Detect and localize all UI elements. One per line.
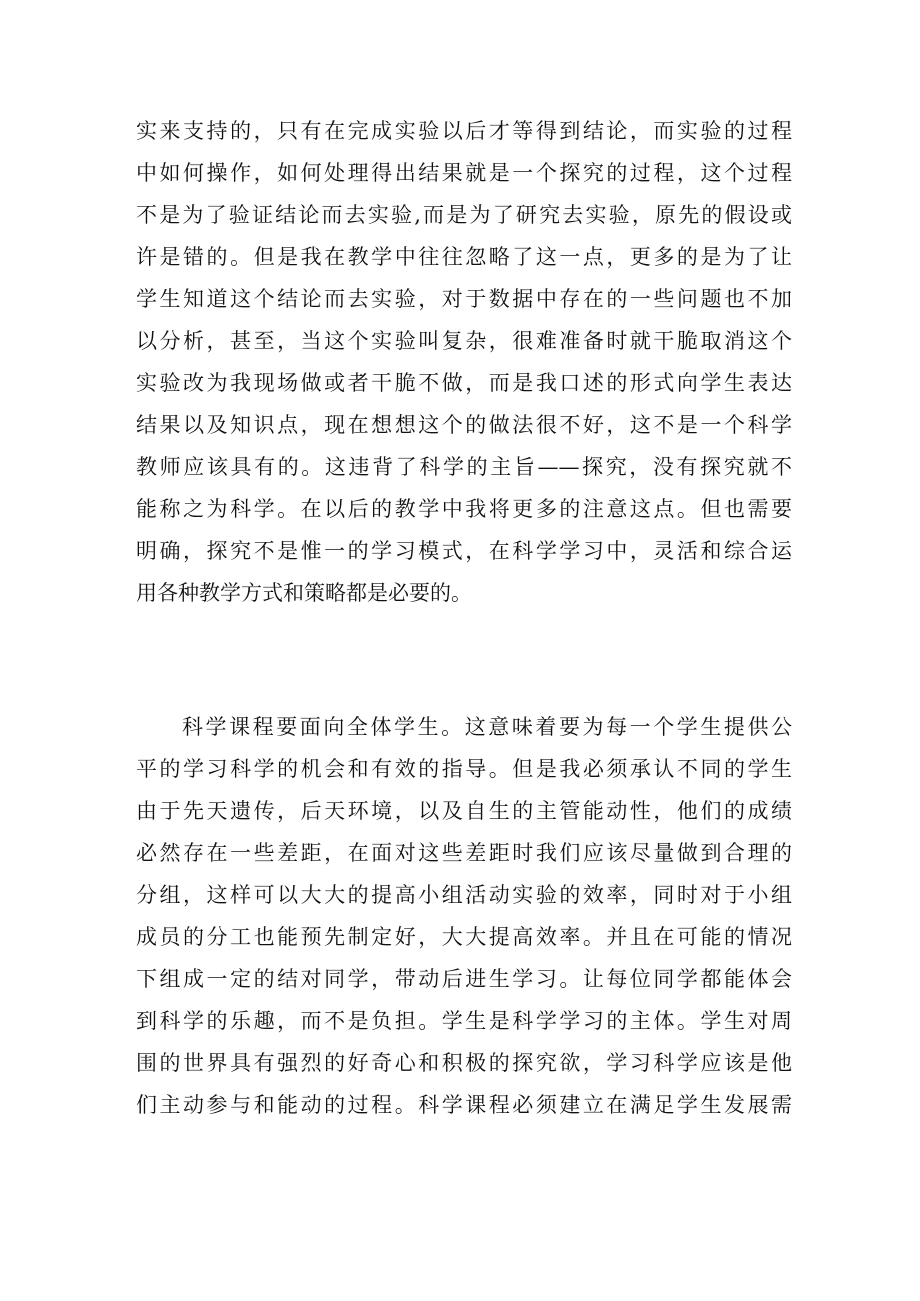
paragraph-line: 中如何操作，如何处理得出结果就是一个探究的过程，这个过程 (136, 161, 792, 185)
paragraph-line: 们主动参与和能动的过程。科学课程必须建立在满足学生发展需 (136, 1093, 792, 1117)
paragraph-line: 结果以及知识点，现在想想这个的做法很不好，这不是一个科学 (136, 413, 792, 437)
paragraph-line: 到科学的乐趣，而不是负担。学生是科学学习的主体。学生对周 (136, 1009, 792, 1033)
paragraph-line: 能称之为科学。在以后的教学中我将更多的注意这点。但也需要 (136, 497, 792, 521)
paragraph-line: 平的学习科学的机会和有效的指导。但是我必须承认不同的学生 (136, 757, 792, 781)
paragraph-line: 科学课程要面向全体学生。这意味着要为每一个学生提供公 (182, 715, 792, 739)
paragraph-line: 分组，这样可以大大的提高小组活动实验的效率，同时对于小组 (136, 883, 792, 907)
paragraph-line: 明确，探究不是惟一的学习模式，在科学学习中，灵活和综合运 (136, 539, 792, 563)
paragraph-line: 用各种教学方式和策略都是必要的。 (136, 581, 472, 605)
paragraph-line: 由于先天遗传，后天环境，以及自生的主管能动性，他们的成绩 (136, 799, 792, 823)
paragraph-line: 下组成一定的结对同学，带动后进生学习。让每位同学都能体会 (136, 967, 792, 991)
paragraph-line: 不是为了验证结论而去实验,而是为了研究去实验，原先的假设或 (136, 203, 792, 227)
paragraph-line: 许是错的。但是我在教学中往往忽略了这一点，更多的是为了让 (136, 245, 792, 269)
paragraph-line: 必然存在一些差距，在面对这些差距时我们应该尽量做到合理的 (136, 841, 792, 865)
paragraph-line: 实来支持的，只有在完成实验以后才等得到结论，而实验的过程 (136, 119, 792, 143)
paragraph-line: 以分析，甚至，当这个实验叫复杂，很难准备时就干脆取消这个 (136, 329, 792, 353)
paragraph-line: 成员的分工也能预先制定好，大大提高效率。并且在可能的情况 (136, 925, 792, 949)
paragraph-line: 实验改为我现场做或者干脆不做，而是我口述的形式向学生表达 (136, 371, 792, 395)
paragraph-line: 教师应该具有的。这违背了科学的主旨——探究，没有探究就不 (136, 455, 792, 479)
paragraph-2 (136, 706, 792, 1126)
paragraph-line: 围的世界具有强烈的好奇心和积极的探究欲，学习科学应该是他 (136, 1051, 792, 1075)
paragraph-1 (136, 110, 792, 614)
paragraph-line: 学生知道这个结论而去实验，对于数据中存在的一些问题也不加 (136, 287, 792, 311)
